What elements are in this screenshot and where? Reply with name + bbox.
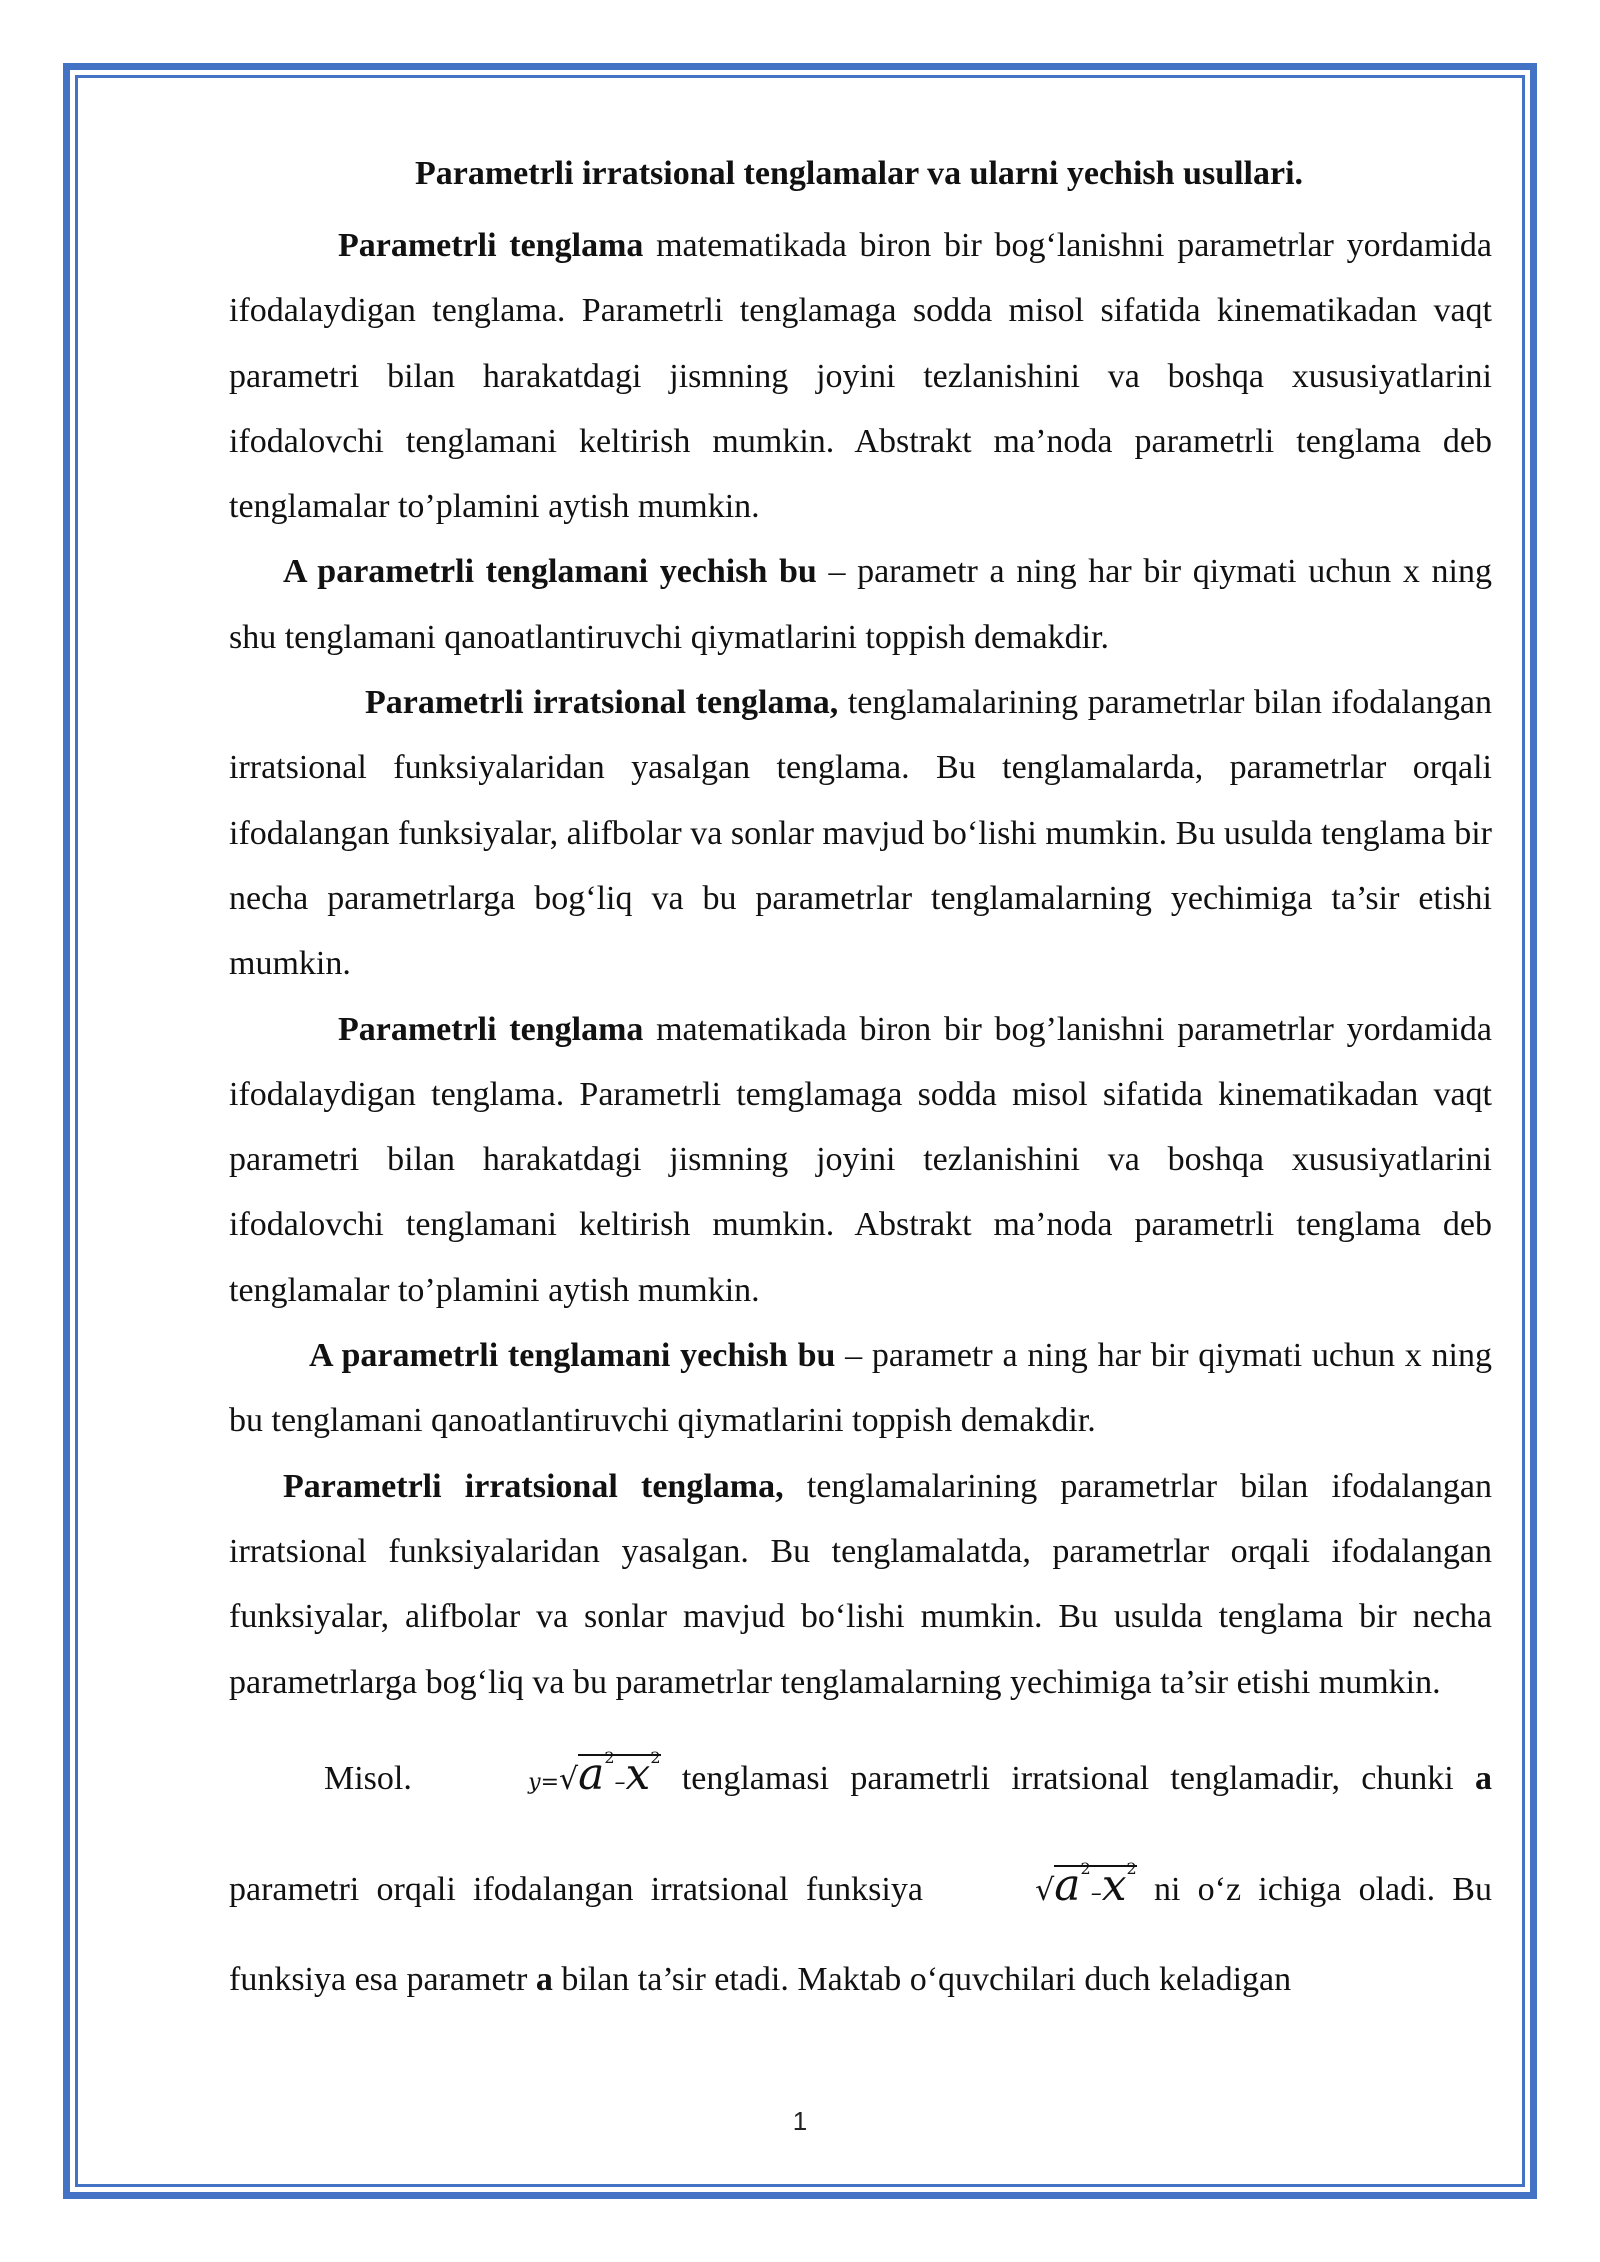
formula-exp-a: 2 xyxy=(604,1747,615,1767)
paragraph-6-text: tenglamalarining parametrlar bilan ifodalangan irratsional funksiyalaridan yasalgan. Bu tenglamalatda, parametrlar orqali ifodalangan funksiyalar, alifbolar va sonlar mavjud bo‘lishi mumkin. Bu usulda tenglama bir necha parametrlarga bog‘liq va bu parametrlar tenglamalarning yechimiga ta’sir etishi mumkin. xyxy=(229,1467,1492,1701)
example-text-4: bilan ta’sir etadi. Maktab o‘quvchilari duch keladigan xyxy=(552,1960,1292,1998)
paragraph-3 xyxy=(229,670,1492,996)
example-text-3: ni o‘z ichiga oladi. Bu funksiya esa parametr xyxy=(229,1870,1492,1998)
formula-equals: = xyxy=(540,1769,559,1795)
document-body xyxy=(229,150,1492,2023)
formula-x-2: x xyxy=(1101,1859,1127,1911)
paragraph-4 xyxy=(229,997,1492,1323)
paragraph-5 xyxy=(229,1323,1492,1454)
formula-radicand xyxy=(578,1747,661,1800)
document-title: Parametrli irratsional tenglamalar va ularni yechish usullari. xyxy=(415,155,1304,192)
formula-minus: – xyxy=(614,1769,626,1795)
sqrt-icon-2: √ xyxy=(1035,1872,1055,1908)
paragraph-3-text: tenglamalarining parametrlar bilan ifodalangan irratsional funksiyalaridan yasalgan tenglama. Bu tenglamalarda, parametrlar orqali ifodalangan funksiyalar, alifbolar va sonlar mavjud bo‘lishi mumkin. Bu usulda tenglama bir necha parametrlarga bog‘liq va bu parametrlar tenglamalarning yechimiga ta’sir etishi mumkin. xyxy=(229,684,1492,983)
formula-exp-x-2: 2 xyxy=(1126,1858,1137,1878)
example-param-a-2: a xyxy=(535,1960,553,1998)
formula-sqrt-inline xyxy=(940,1826,1137,1937)
example-param-a: a xyxy=(1475,1759,1493,1797)
formula-y-equals-sqrt xyxy=(433,1715,660,1826)
paragraph-4-bold: Parametrli tenglama xyxy=(338,1010,644,1048)
paragraph-2-bold: A parametrli tenglamani yechish bu xyxy=(283,553,817,591)
paragraph-6 xyxy=(229,1454,1492,1715)
example-label: Misol. xyxy=(324,1759,412,1797)
paragraph-1-bold: Parametrli tenglama xyxy=(338,227,644,264)
formula-a-2: a xyxy=(1054,1859,1081,1911)
formula-lhs: y xyxy=(528,1769,541,1795)
paragraph-4-text: matematikada biron bir bog’lanishni parametrlar yordamida ifodalaydigan tenglama. Parametrli temglamaga sodda misol sifatida kinematikadan vaqt parametri bilan harakatdagi jismning joyini tezlanishini va boshqa xususiyatlarini ifodalovchi tenglamani keltirish mumkin. Abstrakt ma’noda parametrli tenglama deb tenglamalar to’plamini aytish mumkin. xyxy=(229,1010,1492,1309)
formula-x: x xyxy=(625,1748,651,1800)
formula-radicand-2 xyxy=(1054,1858,1137,1911)
sqrt-icon: √ xyxy=(559,1761,579,1797)
formula-minus-2: – xyxy=(1090,1880,1102,1906)
formula-exp-a-2: 2 xyxy=(1080,1858,1091,1878)
paragraph-6-bold: Parametrli irratsional tenglama, xyxy=(283,1467,784,1505)
example-text-1: tenglamasi parametrli irratsional tenglamadir, chunki xyxy=(660,1759,1476,1797)
paragraph-5-text: – parametr a ning har bir qiymati uchun x ning bu tenglamani qanoatlantiruvchi qiymatlarini toppish demakdir. xyxy=(229,1337,1492,1440)
paragraph-1-text: matematikada biron bir bog‘lanishni parametrlar yordamida ifodalaydigan tenglama. Parametrli tenglamaga sodda misol sifatida kinematikadan vaqt parametri bilan harakatdagi jismning joyini tezlanishini va boshqa xususiyatlarini ifodalovchi tenglamani keltirish mumkin. Abstrakt ma’noda parametrli tenglama deb tenglamalar to’plamini aytish mumkin. xyxy=(229,227,1492,526)
example-text-2: parametri orqali ifodalangan irratsional funksiya xyxy=(229,1870,941,1908)
paragraph-1 xyxy=(229,213,1492,539)
paragraph-5-bold: A parametrli tenglamani yechish bu xyxy=(309,1337,836,1375)
example-paragraph xyxy=(229,1715,1492,2023)
paragraph-2-text: – parametr a ning har bir qiymati uchun x ning shu tenglamani qanoatlantiruvchi qiymatlarini toppish demakdir. xyxy=(229,553,1492,656)
page-number: 1 xyxy=(792,2106,808,2136)
paragraph-2 xyxy=(229,539,1492,670)
paragraph-3-bold: Parametrli irratsional tenglama, xyxy=(365,684,839,722)
formula-exp-x: 2 xyxy=(650,1747,661,1767)
formula-a: a xyxy=(578,1748,605,1800)
